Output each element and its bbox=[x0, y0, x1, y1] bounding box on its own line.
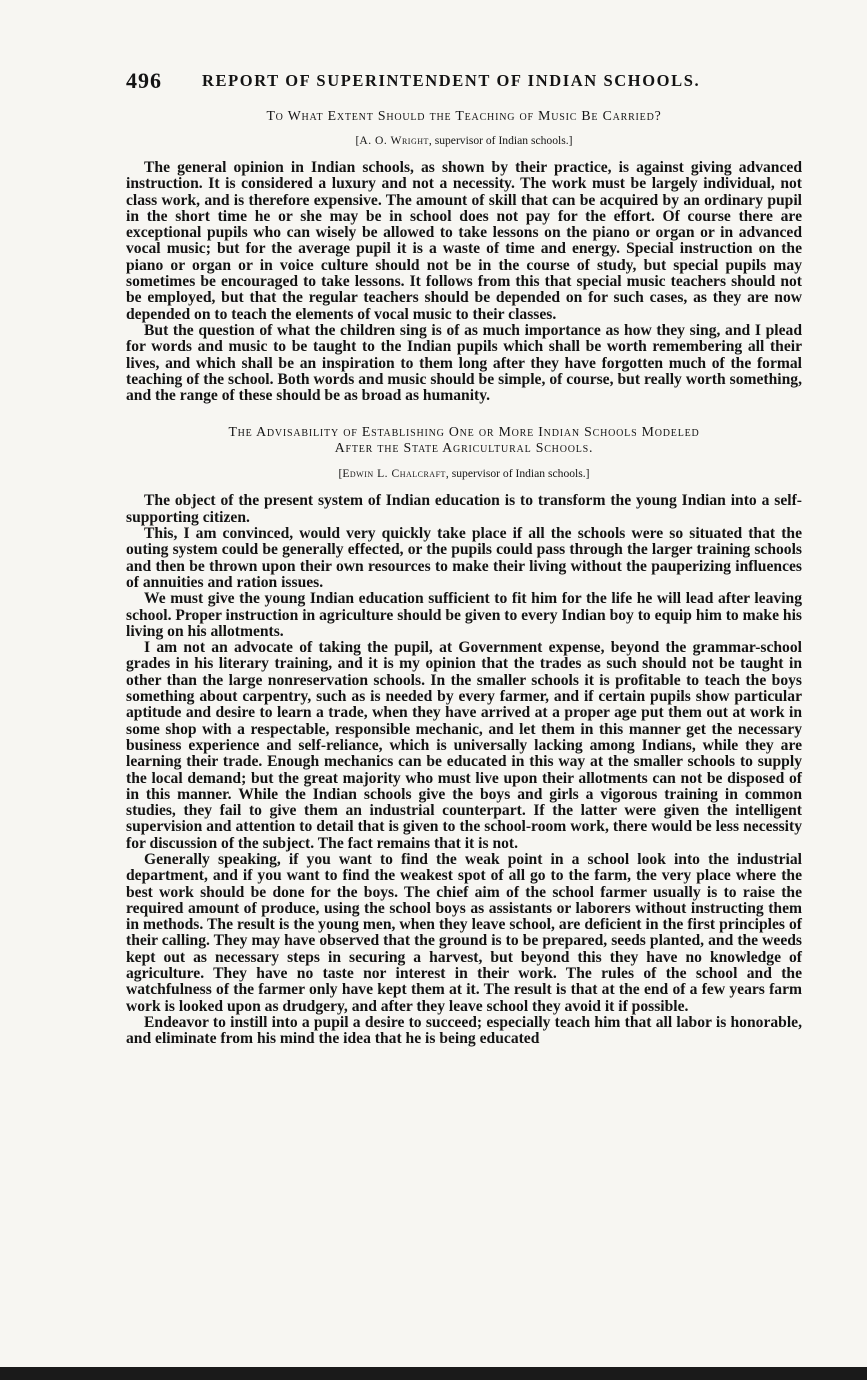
paragraph: Endeavor to instill into a pupil a desire to succeed; especially teach him that all labor is honorable, and eliminate from his mind the idea that he is being educated bbox=[126, 1013, 802, 1048]
author-role: , supervisor of Indian schools.] bbox=[428, 134, 573, 147]
section-title-line-2: After the State Agricultural Schools. bbox=[334, 440, 594, 456]
paragraph: But the question of what the children sing is of as much importance as how they sing, and I plead for words and music to be taught to the Indian pupils which shall be worth remembering all their lives, and which shall be an inspiration to them long after they have forgotten much of the formal teaching of the school. Both words and music should be simple, of course, but really worth something, and the range of these should be as broad as humanity. bbox=[126, 321, 802, 405]
scan-bottom-edge bbox=[0, 1367, 867, 1380]
author-role: , supervisor of Indian schools.] bbox=[445, 467, 590, 481]
byline-open: [ bbox=[355, 134, 360, 147]
author-name: A. O. Wright bbox=[359, 134, 429, 147]
section-title-line-1: The Advisability of Establishing One or More Indian Schools Modeled bbox=[228, 424, 700, 440]
running-title: REPORT OF SUPERINTENDENT OF INDIAN SCHOOLS. bbox=[202, 71, 701, 90]
running-head bbox=[126, 68, 802, 92]
author-name: Edwin L. Chalcraft bbox=[342, 467, 446, 481]
page-number: 496 bbox=[126, 68, 162, 93]
paragraph: Generally speaking, if you want to find the weak point in a school look into the industrial department, and if you want to find the weakest spot of all go to the farm, the very place where the best work should be done for the boys. The chief aim of the school farmer usually is to raise the required amount of produce, using the school boys as assistants or laborers without instructing them in methods. The result is the young men, when they leave school, are deficient in the first principles of their calling. They may have observed that the ground is to be prepared, seeds planted, and the weeds kept out as necessary steps in securing a harvest, but beyond this they have no knowledge of agriculture. They have no taste nor interest in their work. The rules of the school and the watchfulness of the farmer only have kept them at it. The result is that at the end of a few years farm work is looked upon as drudgery, and after they leave school they avoid it if possible. bbox=[126, 850, 802, 1015]
paragraph: This, I am convinced, would very quickly take place if all the schools were so situated that the outing system could be generally effected, or the pupils could pass through the larger training schools and then be thrown upon their own resources to make their living without the pauperizing influences of annuities and ration issues. bbox=[126, 525, 802, 591]
paragraph: The general opinion in Indian schools, as shown by their practice, is against giving advanced instruction. It is considered a luxury and not a necessity. The work must be largely individual, not class work, and is therefore expensive. The amount of skill that can be acquired by an ordinary pupil in the short time he or she may be in school does not pay for the effort. Of course there are exceptional pupils who can wisely be allowed to take lessons on the piano or organ or in advanced vocal music; but for the average pupil it is a waste of time and energy. Special instruction on the piano or organ or in voice culture should not be in the course of study, but special pupils may sometimes be encouraged to take lessons. It follows from this that special music teachers should not be employed, but that the regular teachers should be depended on for such cases, as they are now depended on to teach the elements of vocal music to their classes. bbox=[126, 159, 802, 323]
section-title: To What Extent Should the Teaching of Music Be Carried? bbox=[266, 108, 662, 123]
section-agricultural-schools bbox=[126, 424, 802, 1047]
section-music bbox=[126, 108, 802, 404]
paragraph: We must give the young Indian education sufficient to fit him for the life he will lead after leaving school. Proper instruction in agriculture should be given to every Indian boy to equip him to make his living on his allotments. bbox=[126, 590, 802, 640]
byline bbox=[126, 467, 802, 480]
byline-open: [ bbox=[338, 467, 343, 481]
page-content bbox=[126, 68, 802, 1048]
paragraph: I am not an advocate of taking the pupil, at Government expense, beyond the grammar-school grades in his literary training, and it is my opinion that the trades as such should not be taught in other than the large nonreservation schools. In the smaller schools it is profitable to teach the boys something about carpentry, such as is needed by every farmer, and if certain pupils show particular aptitude and desire to learn a trade, when they have arrived at a proper age put them out at work in some shop with a respectable, responsible mechanic, and let them in this manner get the necessary business experience and self-reliance, which is universally lacking among Indians, while they are learning their trade. Enough mechanics can be educated in this way at the smaller schools to supply the local demand; but the great majority who must live upon their allotments can not be disposed of in this manner. While the Indian schools give the boys and girls a vigorous training in common studies, they fail to give them an industrial counterpart. If the latter were given the intelligent supervision and attention to detail that is given to the school-room work, there would be less necessity for discussion of the subject. The fact remains that it is not. bbox=[126, 639, 802, 852]
byline bbox=[126, 134, 802, 147]
paragraph: The object of the present system of Indian education is to transform the young Indian into a self-supporting citizen. bbox=[126, 492, 802, 526]
